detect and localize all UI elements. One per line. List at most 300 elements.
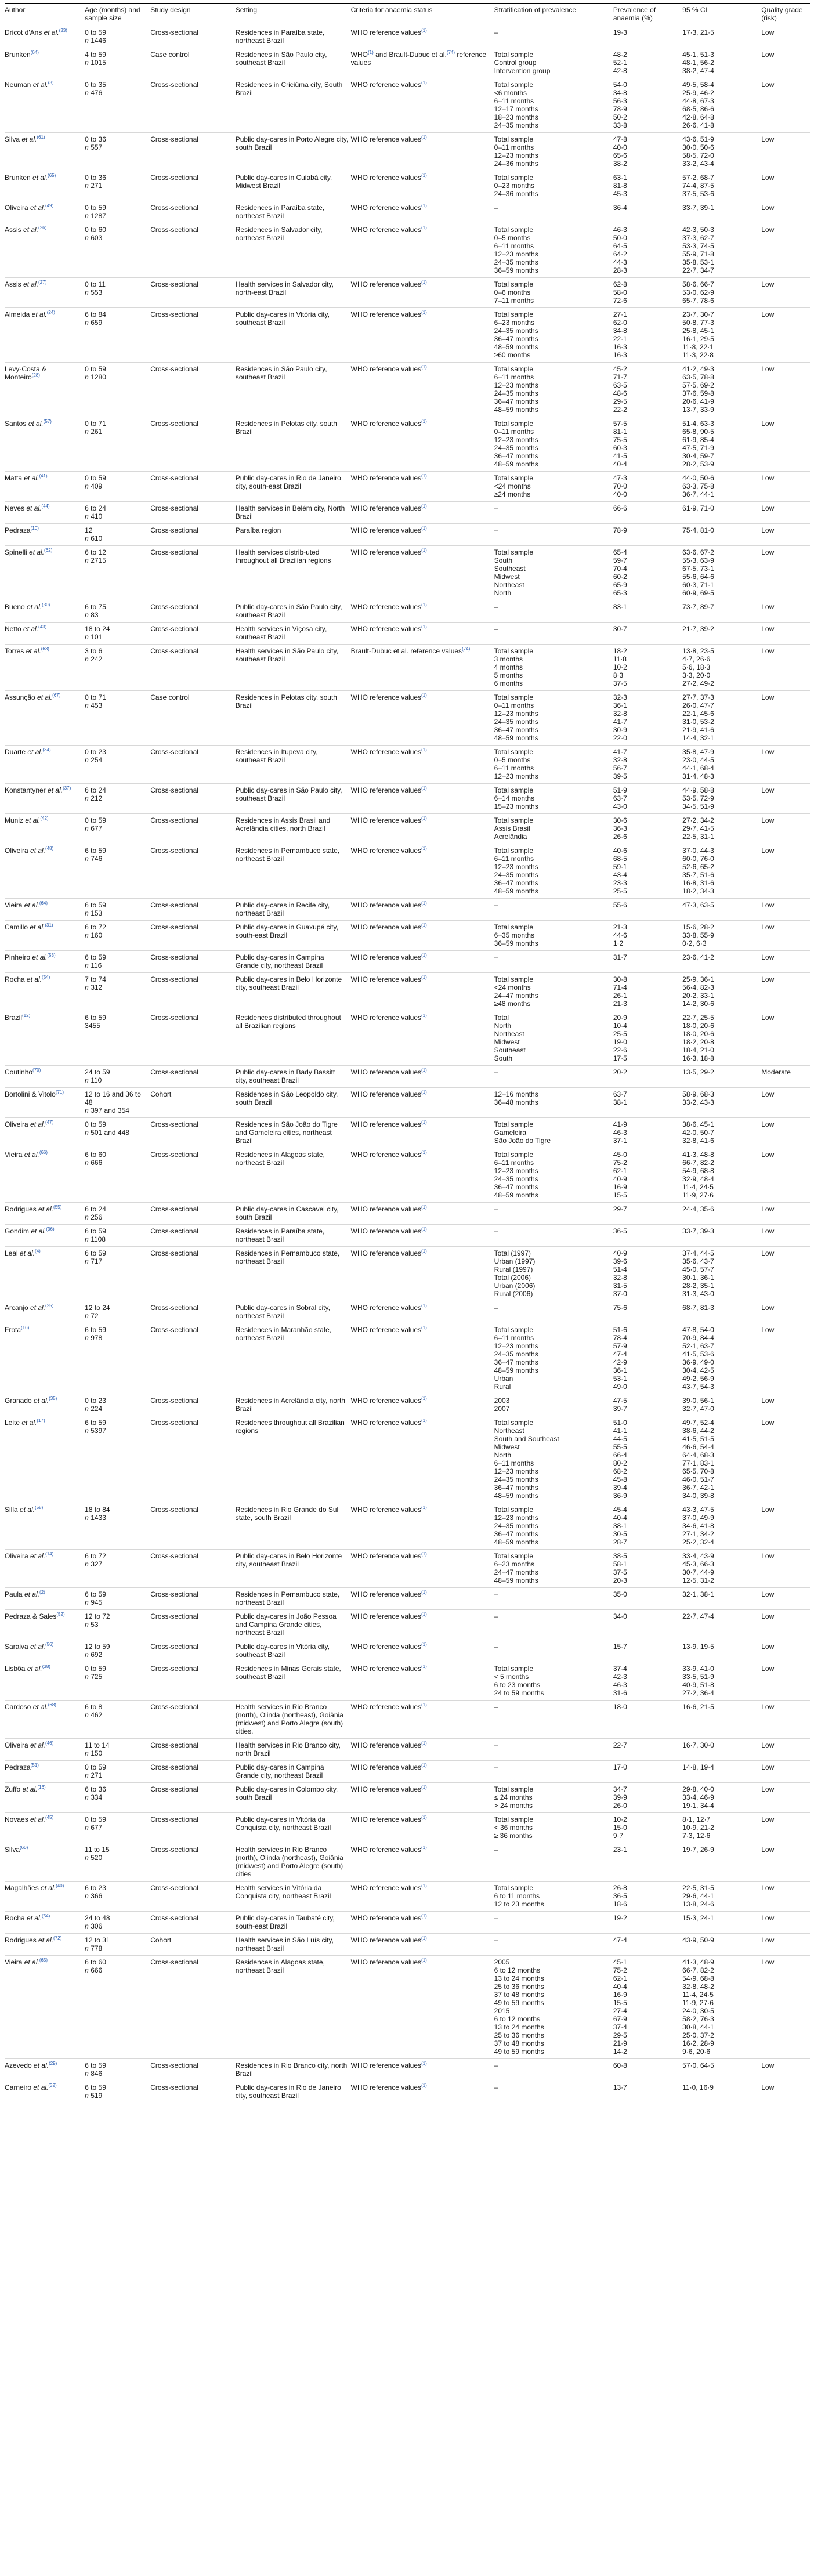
strat-line: 13 to 24 months — [494, 1974, 544, 1982]
ci-value: 41·5, 51·5 — [682, 1435, 714, 1443]
cell-setting: Public day-cares in Recife city, northeast Brazil — [236, 899, 351, 921]
ci-value: 33·2, 43·3 — [682, 1098, 714, 1106]
cell-design: Cross-sectional — [150, 1662, 236, 1701]
age-line: 6 to 59 — [85, 1249, 106, 1257]
strat-line: – — [494, 953, 498, 961]
strat-line: 36–47 months — [494, 879, 538, 887]
age-line: n 846 — [85, 2070, 103, 2078]
strat-line: – — [494, 1914, 498, 1922]
ci-value: 34·6, 41·8 — [682, 1522, 714, 1530]
cell-age — [85, 1761, 150, 1783]
cell-author: Lisbôa et al.$^{(38)}$ — [5, 1662, 85, 1701]
cell-quality: Low — [761, 973, 810, 1011]
reference-marker: (29) — [49, 2061, 57, 2066]
cell-setting: Public day-cares in Rio de Janeiro city, southeast Brazil — [236, 2081, 351, 2103]
reference-marker: (48) — [45, 846, 54, 851]
cell-age — [85, 1813, 150, 1843]
ci-value: 18·0, 20·6 — [682, 1030, 714, 1038]
cell-author: Konstantyner et al.$^{(37)}$ — [5, 784, 85, 814]
strat-line: 24 to 59 months — [494, 1689, 544, 1697]
age-line: n 72 — [85, 1312, 99, 1320]
ci-value: 33·2, 43·4 — [682, 160, 714, 168]
strat-line: 48–59 months — [494, 887, 538, 895]
cell-setting: Public day-cares in Cascavel city, south Brazil — [236, 1203, 351, 1225]
prev-value: 44·6 — [613, 931, 627, 939]
strat-line: 6–23 months — [494, 319, 535, 327]
ci-value: 44·9, 58·8 — [682, 786, 714, 794]
strat-line: Northeast — [494, 1030, 524, 1038]
cell-ci — [682, 1610, 761, 1640]
table-row — [5, 844, 810, 899]
prev-value: 34·0 — [613, 1612, 627, 1620]
reference-marker: (71) — [55, 1090, 64, 1095]
prev-value: 31·6 — [613, 1689, 627, 1697]
table-row — [5, 2081, 810, 2103]
age-line: n 2715 — [85, 556, 106, 565]
cell-ci — [682, 1761, 761, 1783]
cell-design: Cross-sectional — [150, 502, 236, 524]
ci-value: 41·5, 53·6 — [682, 1350, 714, 1358]
cell-prevalence — [613, 2059, 682, 2081]
table-row — [5, 278, 810, 308]
cell-criteria: WHO reference values$^{(1)}$ — [351, 524, 494, 546]
cell-quality: Low — [761, 1011, 810, 1066]
ci-value: 63·6, 67·2 — [682, 548, 714, 556]
prev-value: 38·5 — [613, 1552, 627, 1560]
cell-age — [85, 1783, 150, 1813]
reference-marker: (1) — [421, 1249, 427, 1254]
age-line: 6 to 84 — [85, 310, 106, 319]
age-line: n 1108 — [85, 1235, 106, 1243]
cell-age — [85, 691, 150, 746]
age-line: 6 to 23 — [85, 1884, 106, 1892]
age-line: n 224 — [85, 1405, 103, 1413]
cell-quality: Low — [761, 1843, 810, 1882]
prev-value: 38·1 — [613, 1522, 627, 1530]
cell-author: Granado et al.$^{(35)}$ — [5, 1394, 85, 1416]
age-line: n 659 — [85, 319, 103, 327]
cell-quality: Low — [761, 645, 810, 691]
prev-value: 47·5 — [613, 1396, 627, 1405]
reference-marker: (1) — [421, 364, 427, 370]
cell-design: Cross-sectional — [150, 1247, 236, 1301]
ci-value: 32·8, 48·2 — [682, 1982, 714, 1991]
age-line: n 150 — [85, 1749, 103, 1757]
prev-value: 64·5 — [613, 242, 627, 250]
ci-value: 75·4, 81·0 — [682, 526, 714, 534]
cell-setting: Health services distrib-uted throughout all Brazilian regions — [236, 546, 351, 600]
prev-value: 40·0 — [613, 490, 627, 498]
prev-value: 52·1 — [613, 59, 627, 67]
header-age: Age (months) and sample size — [85, 4, 150, 26]
reference-marker: (1) — [421, 173, 427, 178]
cell-setting: Health services in Belém city, North Brazil — [236, 502, 351, 524]
cell-stratification — [494, 171, 613, 201]
cell-criteria: WHO reference values$^{(1)}$ — [351, 1813, 494, 1843]
cell-age — [85, 1882, 150, 1912]
age-line: n 610 — [85, 534, 103, 542]
table-row — [5, 363, 810, 417]
cell-ci — [682, 1203, 761, 1225]
prev-value: 56·7 — [613, 764, 627, 772]
strat-line: ≤ 24 months — [494, 1793, 533, 1801]
cell-author: Rocha et al.$^{(54)}$ — [5, 973, 85, 1011]
age-line: n 153 — [85, 909, 103, 917]
ci-value: 58·5, 72·0 — [682, 151, 714, 160]
table-row — [5, 1011, 810, 1066]
strat-line: 24–35 months — [494, 121, 538, 129]
cell-criteria: WHO$^{(1)}$ and Brault-Dubuc et al.$^{(74)}$ reference values — [351, 48, 494, 78]
age-line: n 160 — [85, 931, 103, 939]
age-line: n 101 — [85, 633, 103, 641]
age-line: n 945 — [85, 1598, 103, 1607]
cell-stratification — [494, 78, 613, 133]
age-line: n 1280 — [85, 373, 106, 381]
ci-value: 18·2, 20·8 — [682, 1038, 714, 1046]
ci-value: 35·6, 43·7 — [682, 1257, 714, 1265]
table-body — [5, 26, 810, 2103]
strat-line: 2005 — [494, 1958, 510, 1966]
table-row — [5, 1301, 810, 1323]
ci-value: 22·1, 45·6 — [682, 710, 714, 718]
cell-age — [85, 1066, 150, 1088]
strat-line: Total sample — [494, 226, 534, 234]
ci-value: 17·3, 21·5 — [682, 28, 714, 37]
cell-age — [85, 363, 150, 417]
strat-line: Midwest — [494, 1038, 520, 1046]
age-line: 0 to 59 — [85, 1120, 106, 1128]
cell-quality: Low — [761, 1247, 810, 1301]
strat-line: 12–23 months — [494, 1514, 538, 1522]
table-row — [5, 26, 810, 48]
strat-line: 12–23 months — [494, 710, 538, 718]
anaemia-prevalence-table — [5, 3, 810, 2103]
cell-ci — [682, 502, 761, 524]
cell-criteria: WHO reference values$^{(1)}$ — [351, 2059, 494, 2081]
cell-criteria: WHO reference values$^{(1)}$ — [351, 844, 494, 899]
ci-value: 11·0, 16·9 — [682, 2083, 714, 2092]
cell-stratification — [494, 1550, 613, 1588]
strat-line: 48–59 months — [494, 734, 538, 742]
table-row — [5, 417, 810, 472]
cell-stratification — [494, 1610, 613, 1640]
cell-quality: Low — [761, 1761, 810, 1783]
age-line: n 1015 — [85, 59, 106, 67]
prev-value: 59·1 — [613, 863, 627, 871]
strat-line: 12–23 months — [494, 381, 538, 389]
table-row — [5, 2059, 810, 2081]
cell-quality: Low — [761, 1588, 810, 1610]
prev-value: 32·3 — [613, 693, 627, 701]
cell-author: Silva et al.$^{(61)}$ — [5, 133, 85, 171]
strat-line: 48–59 months — [494, 1366, 538, 1374]
age-line: 12 to 31 — [85, 1936, 110, 1944]
reference-marker: (14) — [45, 1551, 54, 1557]
age-line: 0 to 36 — [85, 135, 106, 143]
strat-line: 6 to 23 months — [494, 1681, 541, 1689]
table-row — [5, 1934, 810, 1956]
cell-ci — [682, 1588, 761, 1610]
cell-age — [85, 784, 150, 814]
cell-design: Cross-sectional — [150, 951, 236, 973]
prev-value: 81·8 — [613, 182, 627, 190]
table-row — [5, 1066, 810, 1088]
reference-marker: (1) — [421, 135, 427, 140]
table-row — [5, 1323, 810, 1394]
cell-prevalence — [613, 1701, 682, 1739]
prev-value: 40·4 — [613, 1982, 627, 1991]
cell-prevalence — [613, 1301, 682, 1323]
cell-ci — [682, 1783, 761, 1813]
reference-marker: (55) — [53, 1204, 62, 1210]
ci-value: 18·2, 34·3 — [682, 887, 714, 895]
strat-line: Total (2006) — [494, 1273, 531, 1282]
ci-value: 20·6, 41·9 — [682, 397, 714, 406]
cell-setting: Public day-cares in São Paulo city, southeast Brazil — [236, 784, 351, 814]
cell-prevalence — [613, 623, 682, 645]
strat-line: – — [494, 603, 498, 611]
cell-prevalence — [613, 600, 682, 623]
cell-design: Cross-sectional — [150, 133, 236, 171]
ci-value: 11·3, 22·8 — [682, 351, 714, 359]
cell-ci — [682, 1739, 761, 1761]
prev-value: 1·2 — [613, 939, 624, 947]
prev-value: 29·7 — [613, 1205, 627, 1213]
age-line: 0 to 36 — [85, 173, 106, 182]
prev-value: 37·1 — [613, 1137, 627, 1145]
strat-line: 0–6 months — [494, 288, 531, 296]
prev-value: 75·2 — [613, 1966, 627, 1974]
age-line: 18 to 84 — [85, 1506, 110, 1514]
prev-value: 9·7 — [613, 1832, 624, 1840]
ci-value: 37·3, 62·7 — [682, 234, 714, 242]
cell-design: Cross-sectional — [150, 223, 236, 278]
reference-marker: (35) — [49, 1396, 57, 1401]
prev-value: 75·5 — [613, 436, 627, 444]
strat-line: Total sample — [494, 50, 534, 59]
table-row — [5, 78, 810, 133]
prev-value: 58·1 — [613, 1560, 627, 1568]
age-line: n 677 — [85, 1824, 103, 1832]
cell-age — [85, 2059, 150, 2081]
strat-line: Total sample — [494, 748, 534, 756]
cell-quality: Low — [761, 2081, 810, 2103]
cell-design: Cross-sectional — [150, 1739, 236, 1761]
age-line: n 666 — [85, 1966, 103, 1974]
prev-value: 45·1 — [613, 1958, 627, 1966]
strat-line: Total sample — [494, 365, 534, 373]
cell-criteria: WHO reference values$^{(1)}$ — [351, 1550, 494, 1588]
cell-ci — [682, 784, 761, 814]
table-row — [5, 502, 810, 524]
ci-value: 16·7, 30·0 — [682, 1741, 714, 1749]
cell-design: Cross-sectional — [150, 1761, 236, 1783]
cell-age — [85, 1739, 150, 1761]
cell-criteria: WHO reference values$^{(1)}$ — [351, 1934, 494, 1956]
prev-value: 27·4 — [613, 2007, 627, 2015]
cell-setting: Residences in São Paulo city, southeast Brazil — [236, 48, 351, 78]
cell-stratification — [494, 1011, 613, 1066]
strat-line: 6–11 months — [494, 855, 534, 863]
table-row — [5, 1394, 810, 1416]
cell-setting: Health services in Rio Branco city, north Brazil — [236, 1739, 351, 1761]
cell-stratification — [494, 1701, 613, 1739]
strat-line: Total sample — [494, 1120, 534, 1128]
prev-value: 27·1 — [613, 310, 627, 319]
cell-age — [85, 1610, 150, 1640]
strat-line: 6–11 months — [494, 242, 534, 250]
cell-criteria: WHO reference values$^{(1)}$ — [351, 223, 494, 278]
strat-line: 2015 — [494, 2007, 510, 2015]
header-author: Author — [5, 4, 85, 26]
prev-value: 36·9 — [613, 1492, 627, 1500]
strat-line: – — [494, 1936, 498, 1944]
ci-value: 37·0, 49·9 — [682, 1514, 714, 1522]
reference-marker: (57) — [43, 419, 52, 424]
cell-author: Duarte et al.$^{(34)}$ — [5, 746, 85, 784]
ci-value: 4·7, 26·6 — [682, 655, 711, 663]
age-line: 4 to 59 — [85, 50, 106, 59]
ci-value: 29·7, 41·5 — [682, 824, 714, 833]
strat-line: 12–23 months — [494, 1167, 538, 1175]
reference-marker: (1) — [421, 1913, 427, 1919]
ci-value: 40·9, 51·8 — [682, 1681, 714, 1689]
cell-quality: Low — [761, 899, 810, 921]
cell-criteria: WHO reference values$^{(1)}$ — [351, 308, 494, 363]
prev-value: 20·3 — [613, 1576, 627, 1584]
strat-line: 2003 — [494, 1396, 510, 1405]
ci-value: 37·4, 44·5 — [682, 1249, 714, 1257]
ci-value: 39·0, 56·1 — [682, 1396, 714, 1405]
ci-value: 47·8, 54·0 — [682, 1326, 714, 1334]
strat-line: Total sample — [494, 310, 534, 319]
reference-marker: (2) — [39, 1590, 45, 1595]
age-line: 12 to 59 — [85, 1642, 110, 1651]
reference-marker: (1) — [421, 1204, 427, 1210]
prev-value: 15·0 — [613, 1824, 627, 1832]
cell-design: Cross-sectional — [150, 2059, 236, 2081]
ci-value: 16·2, 28·9 — [682, 2039, 714, 2047]
cell-author: Santos et al.$^{(57)}$ — [5, 417, 85, 472]
cell-stratification — [494, 1066, 613, 1088]
ci-value: 11·9, 27·6 — [682, 1999, 714, 2007]
cell-stratification — [494, 1394, 613, 1416]
reference-marker: (1) — [421, 1642, 427, 1647]
table-row — [5, 1225, 810, 1247]
ci-value: 45·0, 57·7 — [682, 1265, 714, 1273]
cell-design: Cross-sectional — [150, 814, 236, 844]
ci-value: 43·3, 47·5 — [682, 1506, 714, 1514]
prev-value: 30·5 — [613, 1530, 627, 1538]
reference-marker: (1) — [421, 1883, 427, 1888]
cell-ci — [682, 1550, 761, 1588]
strat-line: Total sample — [494, 1419, 534, 1427]
cell-stratification — [494, 746, 613, 784]
strat-line: – — [494, 625, 498, 633]
cell-age — [85, 472, 150, 502]
cell-prevalence — [613, 546, 682, 600]
cell-design: Cross-sectional — [150, 78, 236, 133]
strat-line: 12–23 months — [494, 1467, 538, 1475]
reference-marker: (28) — [31, 372, 40, 378]
ci-value: 26·0, 47·7 — [682, 701, 714, 710]
strat-line: 12 to 23 months — [494, 1900, 544, 1908]
strat-line: Total sample — [494, 1785, 534, 1793]
cell-age — [85, 1640, 150, 1662]
ci-value: 70·9, 84·4 — [682, 1334, 714, 1342]
cell-setting: Residences in Pelotas city, south Brazil — [236, 417, 351, 472]
reference-marker: (1) — [421, 1303, 427, 1308]
prev-value: 16·9 — [613, 1991, 627, 1999]
ci-value: 53·5, 72·9 — [682, 794, 714, 802]
age-line: n 519 — [85, 2092, 103, 2100]
cell-stratification — [494, 1118, 613, 1148]
prev-value: 41·1 — [613, 1427, 627, 1435]
age-line: n 1446 — [85, 37, 106, 45]
cell-prevalence — [613, 1118, 682, 1148]
header-setting: Setting — [236, 4, 351, 26]
prev-value: 32·8 — [613, 1273, 627, 1282]
cell-stratification — [494, 524, 613, 546]
prev-value: 65·4 — [613, 548, 627, 556]
prev-value: 68·2 — [613, 1467, 627, 1475]
ci-value: 29·6, 44·1 — [682, 1892, 714, 1900]
ci-value: 63·3, 75·8 — [682, 482, 714, 490]
cell-ci — [682, 78, 761, 133]
prev-value: 42·3 — [613, 1673, 627, 1681]
age-line: 3 to 6 — [85, 647, 103, 655]
reference-marker: (1) — [421, 1013, 427, 1018]
strat-line: – — [494, 1741, 498, 1749]
cell-stratification — [494, 133, 613, 171]
table-row — [5, 623, 810, 645]
ci-value: 45·1, 51·3 — [682, 50, 714, 59]
cell-stratification — [494, 223, 613, 278]
cell-setting: Public day-cares in Cuiabá city, Midwest Brazil — [236, 171, 351, 201]
cell-criteria: WHO reference values$^{(1)}$ — [351, 1203, 494, 1225]
ci-value: 19·1, 34·4 — [682, 1801, 714, 1810]
prev-value: 22·7 — [613, 1741, 627, 1749]
prev-value: 46·3 — [613, 226, 627, 234]
cell-quality: Low — [761, 921, 810, 951]
cell-prevalence — [613, 417, 682, 472]
cell-design: Cross-sectional — [150, 308, 236, 363]
cell-prevalence — [613, 472, 682, 502]
reference-marker: (10) — [30, 526, 39, 531]
age-line: 6 to 72 — [85, 1552, 106, 1560]
reference-marker: (54) — [42, 975, 50, 980]
reference-marker: (70) — [32, 1068, 41, 1073]
reference-marker: (67) — [52, 693, 61, 698]
reference-marker: (1) — [421, 1505, 427, 1510]
cell-stratification — [494, 1843, 613, 1882]
age-line: n 53 — [85, 1620, 99, 1629]
ci-value: 49·5, 58·4 — [682, 81, 714, 89]
cell-ci — [682, 1301, 761, 1323]
reference-marker: (62) — [44, 548, 53, 553]
cell-author: Torres et al.$^{(63)}$ — [5, 645, 85, 691]
prev-value: 65·6 — [613, 151, 627, 160]
cell-setting: Residences throughout all Brazilian regions — [236, 1416, 351, 1503]
reference-marker: (66) — [39, 1150, 48, 1155]
strat-line: Total sample — [494, 816, 534, 824]
ci-value: 37·6, 59·8 — [682, 389, 714, 397]
cell-author: Paula et al.$^{(2)}$ — [5, 1588, 85, 1610]
cell-prevalence — [613, 308, 682, 363]
cell-author: Rodrigues et al.$^{(55)}$ — [5, 1203, 85, 1225]
cell-criteria: WHO reference values$^{(1)}$ — [351, 2081, 494, 2103]
reference-marker: (64) — [30, 50, 39, 55]
